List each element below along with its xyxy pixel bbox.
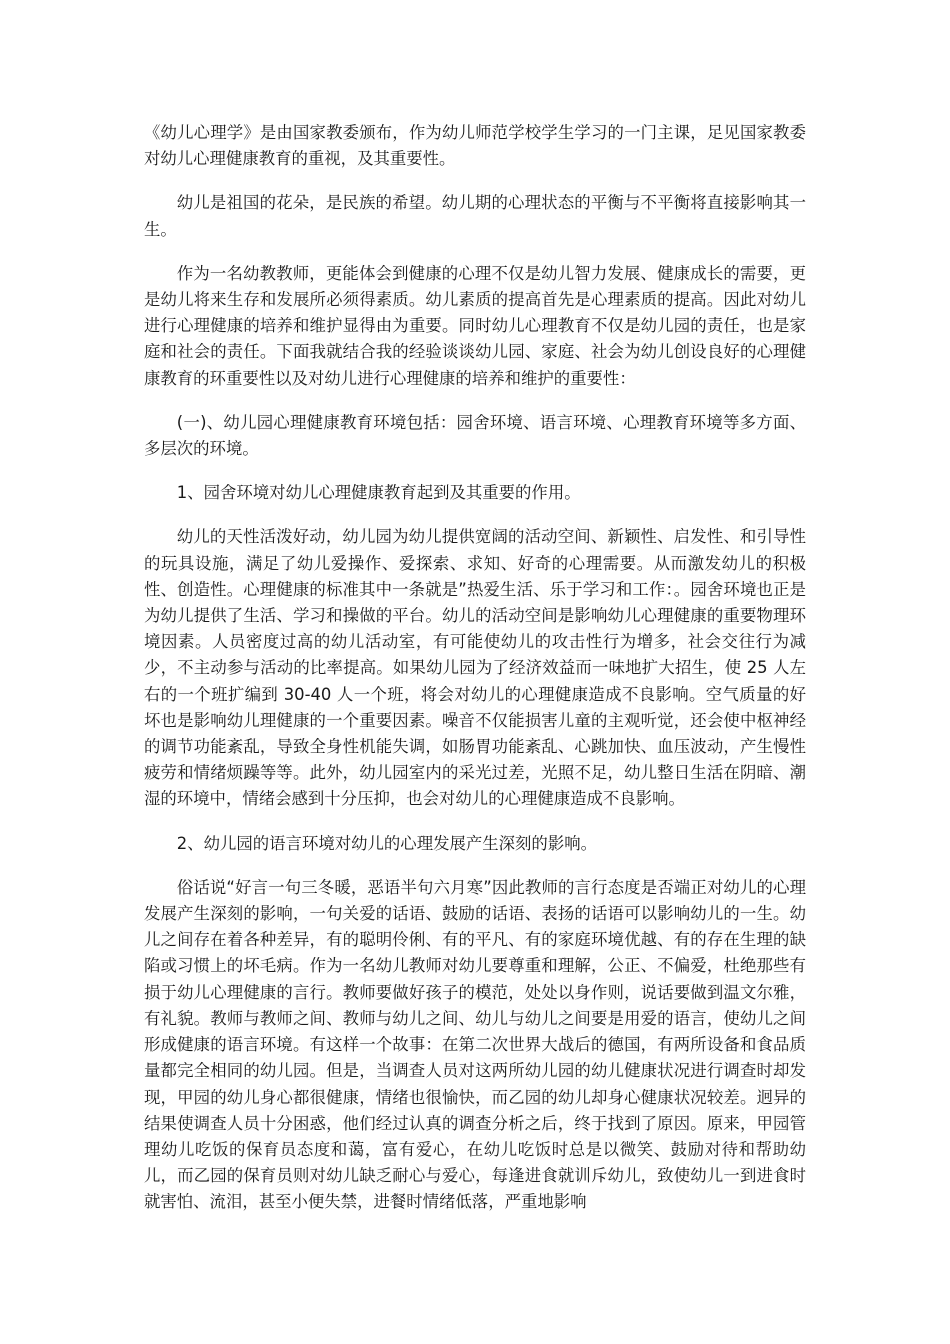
- section-heading-environment: (一)、幼儿园心理健康教育环境包括：园舍环境、语言环境、心理教育环境等多方面、多层次的环境。: [144, 412, 806, 459]
- paragraph-children-future: 幼儿是祖国的花朵，是民族的希望。幼儿期的心理状态的平衡与不平衡将直接影响其一生。: [144, 193, 806, 239]
- paragraph-campus-environment: 幼儿的天性活泼好动，幼儿园为幼儿提供宽阔的活动空间、新颖性、启发性、和引导性的玩具设施，满足了幼儿爱操作、爱探索、求知、好奇的心理需要。从而激发幼儿的积极性、创造性。心理健康的标准其中一条就是”热爱生活、乐于学习和工作：。园舍环境也正是为幼儿提供了生活、学习和操做的平台。幼儿的活动空间是影响幼儿心理健康的重要物理环境因素。人员密度过高的幼儿活动室，有可能使幼儿的攻击性行为增多，社会交往行为减少，不主动参与活动的比率提高。如果幼儿园为了经济效益而一味地扩大招生，使 25 人左右的一个班扩编到 30-40 人一个班，将会对幼儿的心理健康造成不良影响。空气质量的好坏也是影响幼儿理健康的一个重要因素。噪音不仅能损害儿童的主观听觉，还会使中枢神经的调节功能紊乱，导致全身性机能失调，如肠胃功能紊乱、心跳加快、血压波动，产生慢性疲劳和情绪烦躁等等。此外，幼儿园室内的采光过差，光照不足，幼儿整日生活在阴暗、潮湿的环境中，情绪会感到十分压抑，也会对幼儿的心理健康造成不良影响。: [144, 527, 806, 809]
- paragraph-language-environment: 俗话说“好言一句三冬暖，恶语半句六月寒”因此教师的言行态度是否端正对幼儿的心理发展产生深刻的影响，一句关爱的话语、鼓励的话语、表扬的话语可以影响幼儿的一生。幼儿之间存在着各种差异，有的聪明伶俐、有的平凡、有的家庭环境优越、有的存在生理的缺陷或习惯上的坏毛病。作为一名幼儿教师对幼儿要尊重和理解，公正、不偏爱，杜绝那些有损于幼儿心理健康的言行。教师要做好孩子的模范，处处以身作则，说话要做到温文尔雅，有礼貌。教师与教师之间、教师与幼儿之间、幼儿与幼儿之间要是用爱的语言，使幼儿之间形成健康的语言环境。有这样一个故事：在第二次世界大战后的德国，有两所设备和食品质量都完全相同的幼儿园。但是，当调查人员对这两所幼儿园的幼儿健康状况进行调查时却发现，甲园的幼儿身心都很健康，情绪也很愉快，而乙园的幼儿却身心健康状况较差。迥异的结果使调查人员十分困惑，他们经过认真的调查分析之后，终于找到了原因。原来，甲园管理幼儿吃饭的保育员态度和蔼，富有爱心，在幼儿吃饭时总是以微笑、鼓励对待和帮助幼儿，而乙园的保育员则对幼儿缺乏耐心与爱心，每逢进食就训斥幼儿，致使幼儿一到进食时就害怕、流泪，甚至小便失禁，进餐时情绪低落，严重地影响: [144, 877, 806, 1212]
- subheading-language-environment: 2、幼儿园的语言环境对幼儿的心理发展产生深刻的影响。: [176, 833, 597, 853]
- paragraph-teacher-perspective: 作为一名幼教教师，更能体会到健康的心理不仅是幼儿智力发展、健康成长的需要，更是幼儿将来生存和发展所必须得素质。幼儿素质的提高首先是心理素质的提高。因此对幼儿进行心理健康的培养和维护显得由为重要。同时幼儿心理教育不仅是幼儿园的责任，也是家庭和社会的责任。下面我就结合我的经验谈谈幼儿园、家庭、社会为幼儿创设良好的心理健康教育的环重要性以及对幼儿进行心理健康的培养和维护的重要性：: [144, 263, 806, 388]
- paragraph-intro: 《幼儿心理学》是由国家教委颁布，作为幼儿师范学校学生学习的一门主课，足见国家教委对幼儿心理健康教育的重视，及其重要性。: [144, 123, 806, 169]
- subheading-campus-environment: 1、园舍环境对幼儿心理健康教育起到及其重要的作用。: [176, 483, 581, 503]
- document-page: [144, 120, 806, 1234]
